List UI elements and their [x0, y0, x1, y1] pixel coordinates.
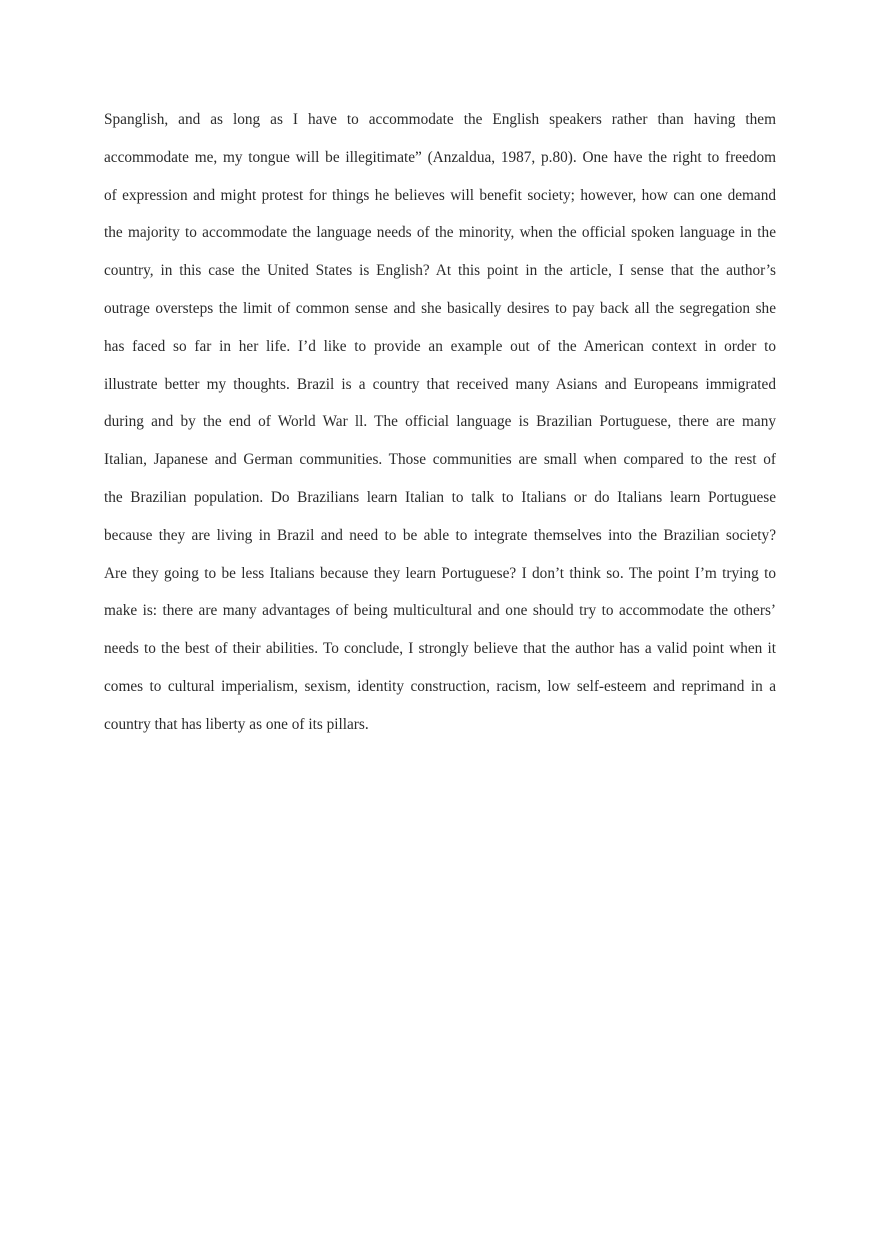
text-line: Italian, Japanese and German communities. Those communities are small when compared to the rest of: [104, 451, 776, 469]
text-line: country that has liberty as one of its pillars.: [104, 715, 369, 733]
text-line: the majority to accommodate the language needs of the minority, when the official spoken language in the: [104, 224, 776, 242]
text-line: during and by the end of World War ll. The official language is Brazilian Portuguese, there are many: [104, 413, 776, 431]
text-line: country, in this case the United States is English? At this point in the article, I sense that the author’s: [104, 262, 776, 280]
text-line: illustrate better my thoughts. Brazil is a country that received many Asians and Europeans immigrated: [104, 375, 776, 393]
text-line: make is: there are many advantages of being multicultural and one should try to accommodate the others’: [104, 602, 776, 620]
text-line: comes to cultural imperialism, sexism, identity construction, racism, low self-esteem and reprimand in a: [104, 677, 776, 695]
text-line: outrage oversteps the limit of common sense and she basically desires to pay back all the segregation she: [104, 299, 776, 317]
body-paragraph: [104, 101, 776, 744]
text-line: accommodate me, my tongue will be illegitimate” (Anzaldua, 1987, p.80). One have the right to freedom: [104, 148, 776, 166]
text-line: needs to the best of their abilities. To conclude, I strongly believe that the author has a valid point when it: [104, 640, 776, 658]
text-line: Spanglish, and as long as I have to accommodate the English speakers rather than having them: [104, 111, 776, 128]
text-line: of expression and might protest for things he believes will benefit society; however, how can one demand: [104, 186, 776, 204]
text-line: because they are living in Brazil and need to be able to integrate themselves into the Brazilian society?: [104, 526, 776, 544]
text-line: Are they going to be less Italians because they learn Portuguese? I don’t think so. The point I’m trying to: [104, 564, 776, 582]
text-line: the Brazilian population. Do Brazilians learn Italian to talk to Italians or do Italians learn Portuguese: [104, 488, 776, 506]
text-line: has faced so far in her life. I’d like to provide an example out of the American context in order to: [104, 337, 776, 355]
